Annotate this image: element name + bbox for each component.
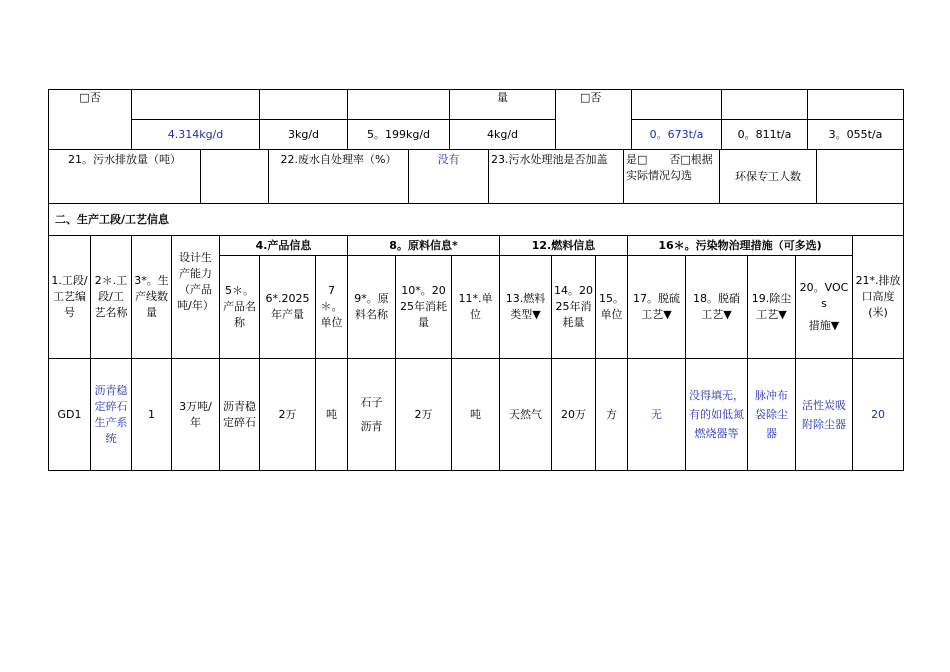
env-staff-label: 环保专工人数 bbox=[720, 150, 817, 204]
dust-removal-value[interactable]: 脉冲布袋除尘器 bbox=[748, 359, 796, 471]
header-vocs bbox=[796, 256, 853, 359]
header-product-output: 6*.2025年产量 bbox=[260, 256, 316, 359]
denitrification-value[interactable]: 没得填无，有的如低氮燃烧器等 bbox=[686, 359, 748, 471]
empty-cell bbox=[132, 90, 260, 120]
header-process-name: 2＊.工段/工艺名称 bbox=[91, 236, 132, 359]
empty-cell bbox=[632, 90, 722, 120]
emission-value: 3kg/d bbox=[260, 120, 348, 150]
emission-value: 4kg/d bbox=[450, 120, 556, 150]
emission-value: 3。055t/a bbox=[808, 120, 904, 150]
wastewater-discharge-input[interactable] bbox=[201, 150, 269, 204]
header-outlet-height: 21*.排放口高度(米) bbox=[853, 236, 904, 359]
emission-value: 4.314kg/d bbox=[132, 120, 260, 150]
checkbox-no-cell[interactable]: □否 bbox=[49, 90, 132, 120]
line-count[interactable]: 1 bbox=[132, 359, 172, 471]
empty-cell bbox=[260, 90, 348, 120]
emission-value: 0。673t/a bbox=[632, 120, 722, 150]
outlet-height-value[interactable]: 20 bbox=[853, 359, 904, 471]
process-id: GD1 bbox=[49, 359, 91, 471]
empty-cell bbox=[348, 90, 450, 120]
fuel-type[interactable]: 天然气 bbox=[500, 359, 552, 471]
header-fuel-type: 13.燃料类型▼ bbox=[500, 256, 552, 359]
header-raw-name: 9*。原料名称 bbox=[348, 256, 396, 359]
header-group-product: 4.产品信息 bbox=[220, 236, 348, 256]
wastewater-table bbox=[48, 149, 904, 204]
raw-unit[interactable]: 吨 bbox=[452, 359, 500, 471]
vocs-value[interactable]: 活性炭吸附除尘器 bbox=[796, 359, 853, 471]
env-staff-input[interactable] bbox=[817, 150, 904, 204]
header-group-fuel: 12.燃料信息 bbox=[500, 236, 628, 256]
wastewater-discharge-label: 21。污水排放量（吨） bbox=[49, 150, 201, 204]
emission-table bbox=[48, 89, 904, 150]
self-treatment-value[interactable]: 没有 bbox=[409, 150, 489, 204]
header-desulfurization: 17。脱硫工艺▼ bbox=[628, 256, 686, 359]
header-vocs-measure: 措施▼ bbox=[808, 319, 840, 332]
header-process-id: 1.工段/工艺编号 bbox=[49, 236, 91, 359]
amount-label: 量 bbox=[450, 90, 556, 120]
product-name[interactable]: 沥青稳定碎石 bbox=[220, 359, 260, 471]
header-fuel-unit: 15。单位 bbox=[596, 256, 628, 359]
raw-material-2: 沥青 bbox=[360, 419, 383, 433]
header-product-unit: 7＊。单位 bbox=[316, 256, 348, 359]
fuel-consumption[interactable]: 20万 bbox=[552, 359, 596, 471]
raw-material-1: 石子 bbox=[360, 395, 383, 409]
empty-cell bbox=[808, 90, 904, 120]
header-raw-unit: 11*.单位 bbox=[452, 256, 500, 359]
header-group-pollution: 16＊。污染物治理措施（可多选) bbox=[628, 236, 853, 256]
product-output[interactable]: 2万 bbox=[260, 359, 316, 471]
emission-value: 0。811t/a bbox=[722, 120, 808, 150]
header-product-name: 5＊。产品名称 bbox=[220, 256, 260, 359]
header-vocs-title: 20。VOCs bbox=[799, 281, 849, 310]
self-treatment-label: 22.废水自处理率（%） bbox=[269, 150, 409, 204]
pool-cover-label: 23.污水处理池是否加盖 bbox=[489, 150, 624, 204]
empty-cell bbox=[556, 120, 632, 150]
desulfurization-value[interactable]: 无 bbox=[628, 359, 686, 471]
section-title: 二、生产工段/工艺信息 bbox=[49, 204, 904, 236]
production-table bbox=[48, 203, 904, 471]
fuel-unit[interactable]: 方 bbox=[596, 359, 628, 471]
raw-consumption[interactable]: 2万 bbox=[396, 359, 452, 471]
header-capacity: 设计生产能力（产品吨/年） bbox=[172, 236, 220, 359]
empty-cell bbox=[722, 90, 808, 120]
empty-cell bbox=[49, 120, 132, 150]
table-row bbox=[49, 359, 904, 471]
header-raw-consumption: 10*。2025年消耗量 bbox=[396, 256, 452, 359]
process-name[interactable]: 沥青稳定碎石生产系统 bbox=[91, 359, 132, 471]
header-denitrification: 18。脱硝工艺▼ bbox=[686, 256, 748, 359]
product-unit[interactable]: 吨 bbox=[316, 359, 348, 471]
header-line-count: 3*。生产线数量 bbox=[132, 236, 172, 359]
form-document bbox=[48, 89, 903, 471]
header-group-raw: 8。原料信息* bbox=[348, 236, 500, 256]
pool-cover-options[interactable]: 是□ 否□根据实际情况勾选 bbox=[624, 150, 720, 204]
raw-material-name[interactable] bbox=[348, 359, 396, 471]
header-dust-removal: 19.除尘工艺▼ bbox=[748, 256, 796, 359]
header-fuel-consumption: 14。2025年消耗量 bbox=[552, 256, 596, 359]
emission-value: 5。199kg/d bbox=[348, 120, 450, 150]
capacity-value[interactable]: 3万吨/年 bbox=[172, 359, 220, 471]
checkbox-no-cell-2[interactable]: □否 bbox=[556, 90, 632, 120]
